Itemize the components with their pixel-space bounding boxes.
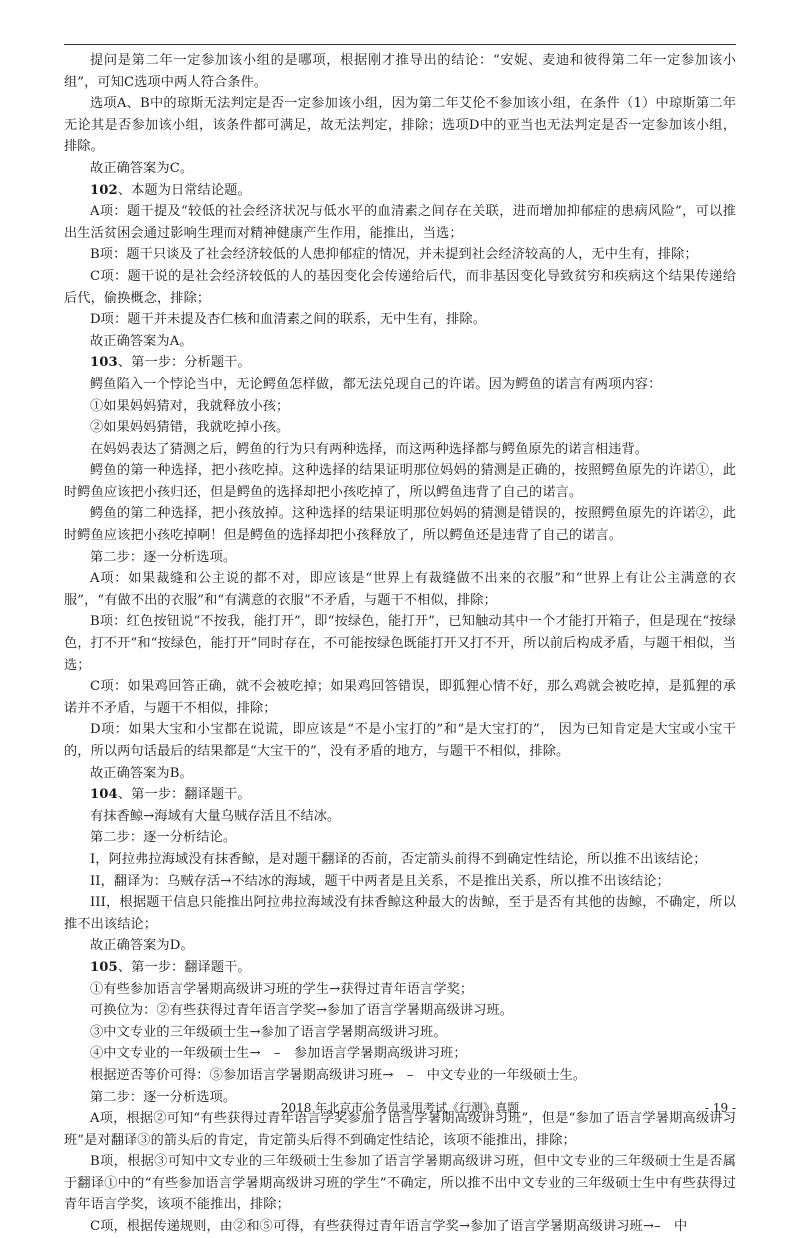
- question-number: 103: [90, 355, 118, 371]
- paragraph: [64, 871, 736, 893]
- paragraph-text: 故正确答案为C。: [90, 160, 194, 176]
- paragraph: [64, 201, 736, 244]
- paragraph: [64, 935, 736, 957]
- paragraph: [64, 979, 736, 1001]
- paragraph: [64, 827, 736, 849]
- paragraph-text: A项：如果裁缝和公主说的都不对，即应该是“世界上有裁缝做不出来的衣服”和“世界上有让公主满意的衣服”，“有做不出的衣服”和“有满意的衣服”不矛盾，与题干不相似，排除；: [64, 571, 736, 608]
- question-number: 104: [90, 787, 118, 803]
- paragraph-text: D项：题干并未提及杏仁核和血清素之间的联系，无中生有，排除。: [90, 312, 487, 328]
- paragraph-text: 、本题为日常结论题。: [117, 182, 251, 198]
- paragraph-text: 鳄鱼的第一种选择，把小孩吃掉。这种选择的结果证明那位妈妈的猜测是正确的，按照鳄鱼原先的许诺①，此时鳄鱼应该把小孩归还，但是鳄鱼的选择却把小孩吃掉了，所以鳄鱼违背了自己的诺言。: [64, 463, 736, 500]
- question-heading: [64, 784, 736, 806]
- paragraph: [64, 1151, 736, 1216]
- paragraph-text: B项，根据③可知中文专业的三年级硕士生参加了语言学暑期高级讲习班，但中文专业的三年级硕士生是否属于翻译①中的“有些参加语言学暑期高级讲习班的学生”不确定，所以推不出中文专业的三年级硕士生中有些获得过青年语言学奖，该项不能推出，排除；: [64, 1154, 736, 1213]
- paragraph-text: ①如果妈妈猜对，我就释放小孩；: [90, 398, 290, 414]
- question-heading: [64, 957, 736, 979]
- paragraph: [64, 892, 736, 935]
- header-rule: [64, 44, 736, 45]
- paragraph: [64, 309, 736, 331]
- paragraph-text: 第二步：逐一分析选项。: [90, 1089, 237, 1105]
- paragraph: [64, 460, 736, 503]
- paragraph-text: 故正确答案为D。: [90, 938, 194, 954]
- paragraph-text: A项：题干提及“较低的社会经济状况与低水平的血清素之间存在关联，进而增加抑郁症的患病风险”，可以推出生活贫困会通过影响生理而对精神健康产生作用，能推出，当选；: [64, 204, 736, 241]
- paragraph: [64, 439, 736, 461]
- paragraph-text: D项：如果大宝和小宝都在说谎，即应该是“不是小宝打的”和“是大宝打的”， 因为已知肯定是大宝或小宝干的，所以两句话最后的结果都是“大宝干的”，没有矛盾的地方，与题干不相似，排除。: [64, 722, 736, 759]
- paragraph: [64, 676, 736, 719]
- paragraph-text: 根据逆否等价可得：⑤参加语言学暑期高级讲习班→ – 中文专业的一年级硕士生。: [90, 1067, 587, 1083]
- paragraph: [64, 50, 736, 93]
- paragraph-text: 可换位为：②有些获得过青年语言学奖→参加了语言学暑期高级讲习班。: [90, 1003, 514, 1019]
- paragraph-text: C项：题干说的是社会经济较低的人的基因变化会传递给后代，而非基因变化导致贫穷和疾病这个结果传递给后代，偷换概念，排除；: [64, 268, 736, 306]
- question-number: 105: [90, 959, 118, 975]
- paragraph: [64, 1043, 736, 1065]
- paragraph-text: 有抹香鲸→海域有大量乌贼存活且不结冰。: [90, 808, 341, 824]
- paragraph-text: II，翻译为：乌贼存活→不结冰的海域，题干中两者是且关系，不是推出关系，所以推不出该结论；: [90, 873, 670, 889]
- paragraph: [64, 331, 736, 353]
- paragraph-text: B项：红色按钮说“不按我，能打开”，即“按绿色，能打开”，已知触动其中一个才能打开箱子，但是现在“按绿色，打不开”和“按绿色，能打开”同时存在，不可能按绿色既能打开又打不开，所以前后构成矛盾，与题干相似，当选；: [64, 614, 736, 673]
- paragraph-text: 第二步：逐一分析选项。: [90, 549, 237, 565]
- paragraph: [64, 1022, 736, 1044]
- paragraph: [64, 763, 736, 785]
- paragraph: [64, 374, 736, 396]
- paragraph: [64, 417, 736, 439]
- paragraph-text: I，阿拉弗拉海域没有抹香鲸，是对题干翻译的否前，否定箭头前得不到确定性结论，所以推不出该结论；: [90, 851, 707, 867]
- question-number: 102: [90, 182, 118, 198]
- paragraph-text: 、第一步：翻译题干。: [117, 959, 251, 975]
- question-heading: [64, 352, 736, 374]
- paragraph: [64, 244, 736, 266]
- paragraph-text: ④中文专业的一年级硕士生→ – 参加语言学暑期高级讲习班；: [90, 1046, 467, 1062]
- paragraph-text: 、第一步：翻译题干。: [117, 787, 251, 803]
- paragraph: [64, 806, 736, 828]
- page-footer: [64, 1098, 736, 1118]
- paragraph-text: 鳄鱼的第二种选择，把小孩放掉。这种选择的结果证明那位妈妈的猜测是错误的，按照鳄鱼原先的许诺②，此时鳄鱼应该把小孩吃掉啊！但是鳄鱼的选择却把小孩释放了，所以鳄鱼还是违背了自己的诺言。: [64, 506, 736, 544]
- question-heading: [64, 180, 736, 202]
- footer-title: 2018 年北京市公务员录用考试《行测》真题: [280, 1101, 520, 1115]
- paragraph: [64, 568, 736, 611]
- paragraph-text: C项，根据传递规则，由②和⑤可得，有些获得过青年语言学奖→参加了语言学暑期高级讲习班→– 中: [90, 1219, 688, 1235]
- paragraph-text: C项：如果鸡回答正确，就不会被吃掉；如果鸡回答错误，即狐狸心情不好，那么鸡就会被吃掉，是狐狸的承诺并不矛盾，与题干不相似，排除；: [64, 679, 736, 716]
- paragraph: [64, 503, 736, 546]
- paragraph: [64, 266, 736, 309]
- paragraph-text: 提问是第二年一定参加该小组的是哪项，根据刚才推导出的结论：“安妮、麦迪和彼得第二年一定参加该小组”，可知C选项中两人符合条件。: [64, 53, 736, 90]
- paragraph-text: B项：题干只谈及了社会经济较低的人患抑郁症的情况，并未提到社会经济较高的人，无中生有，排除；: [90, 247, 698, 263]
- paragraph-text: A项，根据②可知“有些获得过青年语言学奖参加了语言学暑期高级讲习班”，但是“参加了语言学暑期高级讲习班”是对翻译③的箭头后的肯定，肯定箭头后得不到确定性结论，该项不能推出，排除；: [64, 1111, 736, 1148]
- paragraph: [64, 1216, 736, 1238]
- paragraph: [64, 158, 736, 180]
- paragraph-text: 选项A、B中的琼斯无法判定是否一定参加该小组，因为第二年艾伦不参加该小组，在条件（1）中琼斯第二年无论其是否参加该小组，该条件都可满足，故无法判定，排除；选项D中的亚当也无法判定是否一定参加该小组，排除。: [64, 96, 736, 155]
- paragraph-text: ③中文专业的三年级硕士生→参加了语言学暑期高级讲习班。: [90, 1024, 447, 1040]
- paragraph: [64, 396, 736, 418]
- page-number: - 19 -: [704, 1101, 736, 1115]
- paragraph: [64, 1065, 736, 1087]
- paragraph-text: 鳄鱼陷入一个悖论当中，无论鳄鱼怎样做，都无法兑现自己的许诺。因为鳄鱼的诺言有两项内容：: [90, 376, 662, 392]
- paragraph: [64, 1000, 736, 1022]
- paragraph-text: 第二步：逐一分析结论。: [90, 830, 237, 846]
- paragraph: [64, 547, 736, 569]
- paragraph-text: 故正确答案为A。: [90, 333, 193, 349]
- paragraph-text: ②如果妈妈猜错，我就吃掉小孩。: [90, 420, 290, 436]
- paragraph: [64, 611, 736, 676]
- paragraph-text: 在妈妈表达了猜测之后，鳄鱼的行为只有两种选择，而这两种选择都与鳄鱼原先的诺言相违背。: [90, 441, 649, 457]
- paragraph-text: ①有些参加语言学暑期高级讲习班的学生→获得过青年语言学奖；: [90, 981, 474, 997]
- paragraph: [64, 93, 736, 158]
- paragraph: [64, 849, 736, 871]
- document-body: [64, 50, 736, 1238]
- paragraph-text: 故正确答案为B。: [90, 765, 193, 781]
- paragraph-text: III，根据题干信息只能推出阿拉弗拉海域没有抹香鲸这种最大的齿鲸，至于是否有其他的齿鲸，不确定，所以推不出该结论；: [64, 895, 736, 932]
- paragraph: [64, 719, 736, 762]
- paragraph-text: 、第一步：分析题干。: [117, 355, 251, 371]
